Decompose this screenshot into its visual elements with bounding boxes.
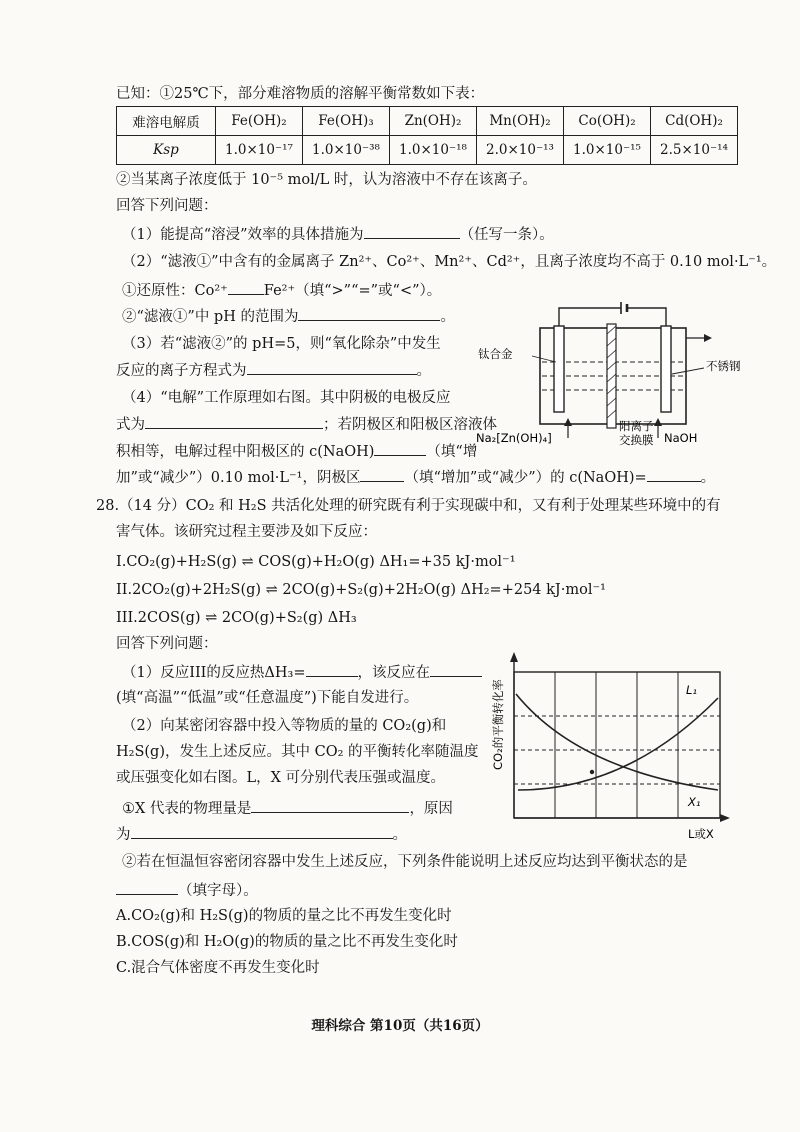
part-1-line2: (填“高温”“低温”或“任意温度”)下能自发进行。	[116, 690, 419, 706]
q4-text-3: 积相等，电解过程中阳极区的 c(NaOH)	[116, 444, 375, 460]
question-2-2	[122, 306, 455, 327]
curve-l1	[518, 698, 718, 790]
part-2-1-line2	[116, 824, 407, 845]
part-2-line1: （2）向某密闭容器中投入等物质的量的 CO₂(g)和	[122, 718, 447, 734]
question-3-line2	[116, 360, 431, 381]
p1-text-2: ，该反应在	[357, 665, 430, 681]
reaction-2: II.2CO₂(g)+2H₂S(g) ⇌ 2CO(g)+S₂(g)+2H₂O(g) ΔH₂=+254 kJ·mol⁻¹	[116, 582, 606, 598]
reaction-1: I.CO₂(g)+H₂S(g) ⇌ COS(g)+H₂O(g) ΔH₁=+35 kJ·mol⁻¹	[116, 554, 516, 570]
curve-x1	[516, 694, 718, 790]
q1-blank[interactable]	[364, 224, 460, 239]
q2-2-end: 。	[440, 309, 455, 325]
question-3-line1: （3）若“滤液②”的 pH=5，则“氧化除杂”中发生	[122, 336, 441, 352]
p2-1-text-2: ，原因	[409, 801, 453, 817]
left-electrode-label: 钛合金	[478, 347, 513, 361]
table-cell: 1.0×10⁻¹⁵	[564, 136, 651, 165]
membrane-label-1: 阳离子	[619, 419, 654, 433]
part-2-2-line1: ②若在恒温恒容密闭容器中发生上述反应，下列条件能说明上述反应均达到平衡状态的是	[122, 854, 688, 870]
p2-1-text: ①X 代表的物理量是	[122, 801, 252, 817]
left-feed-label: Na₂[Zn(OH)₄]	[476, 431, 552, 445]
table-cell: Zn(OH)₂	[390, 107, 477, 136]
q4-text-5: 加”或“减少”）0.10 mol·L⁻¹，阴极区	[116, 470, 361, 486]
ksp-table	[116, 106, 738, 165]
p2-1-blank-1[interactable]	[251, 798, 409, 813]
part-2-1-line1	[122, 798, 453, 819]
reaction-3: III.2COS(g) ⇌ 2CO(g)+S₂(g) ΔH₃	[116, 610, 357, 626]
question-2-1	[122, 280, 441, 301]
p1-text: （1）反应III的反应热ΔH₃=	[122, 665, 306, 681]
table-cell: Cd(OH)₂	[651, 107, 738, 136]
table-cell: 2.5×10⁻¹⁴	[651, 136, 738, 165]
q4-blank-3[interactable]	[360, 467, 404, 482]
table-cell: Co(OH)₂	[564, 107, 651, 136]
p1-blank-1[interactable]	[306, 662, 358, 677]
note-2: ②当某离子浓度低于 10⁻⁵ mol/L 时，认为溶液中不存在该离子。	[116, 172, 537, 188]
answer-prompt-2: 回答下列问题：	[116, 636, 218, 652]
part-1-line1	[122, 662, 482, 683]
q2-1-tail: Fe²⁺（填“>”“=”或“<”）。	[263, 283, 442, 299]
question-2: （2）“滤液①”中含有的金属离子 Zn²⁺、Co²⁺、Mn²⁺、Cd²⁺，且离子浓度均不高于 0.10 mol·L⁻¹。	[122, 254, 777, 270]
known-conditions: 已知：①25℃下，部分难溶物质的溶解平衡常数如下表：	[116, 86, 485, 102]
table-cell: Ksp	[117, 136, 216, 165]
question-28-line2: 害气体。该研究过程主要涉及如下反应：	[116, 524, 377, 540]
table-row	[117, 136, 738, 165]
page-footer: 理科综合 第10页（共16页）	[311, 1018, 489, 1034]
q4-blank-2[interactable]	[374, 441, 426, 456]
p2-1-blank-2[interactable]	[131, 824, 393, 839]
q2-1-text: ①还原性：Co²⁺	[122, 283, 228, 299]
question-28-line1: 28.（14 分）CO₂ 和 H₂S 共活化处理的研究既有利于实现碳中和，又有利于处理某些环境中的有	[96, 498, 721, 514]
table-cell: Fe(OH)₂	[216, 107, 303, 136]
part-2-line2: H₂S(g)，发生上述反应。其中 CO₂ 的平衡转化率随温度	[116, 744, 479, 760]
p2-1-text-3: 为	[116, 827, 131, 843]
p2-2-text: （填字母）。	[178, 883, 258, 899]
q4-blank-4[interactable]	[647, 467, 701, 482]
q1-text: （1）能提高“溶浸”效率的具体措施为	[122, 227, 364, 243]
p2-1-end: 。	[392, 827, 407, 843]
option-c: C.混合气体密度不再发生变化时	[116, 960, 320, 976]
option-a: A.CO₂(g)和 H₂S(g)的物质的量之比不再发生变化时	[116, 908, 452, 924]
p1-blank-2[interactable]	[430, 662, 482, 677]
conversion-rate-graph	[488, 650, 732, 846]
table-header-row	[117, 107, 738, 136]
q2-1-blank[interactable]	[228, 280, 264, 295]
q4-text-4: （填“增	[426, 444, 478, 460]
question-4-line1: （4）“电解”工作原理如右图。其中阴极的电极反应	[122, 390, 451, 406]
table-cell: Mn(OH)₂	[477, 107, 564, 136]
membrane-label-2: 交换膜	[619, 433, 654, 447]
q4-end: 。	[700, 470, 716, 486]
q4-blank-1[interactable]	[145, 414, 323, 429]
right-feed-label: NaOH	[664, 431, 698, 445]
q1-tail: （任写一条）。	[459, 227, 554, 243]
electrolysis-cell-diagram	[476, 292, 770, 452]
q4-text-6: （填“增加”或“减少”）的 c(NaOH)=	[404, 470, 647, 486]
right-electrode-label: 不锈钢	[706, 359, 741, 373]
curve-x-label: X₁	[688, 795, 701, 809]
part-2-line3: 或压强变化如右图。L，X 可分别代表压强或温度。	[116, 770, 446, 786]
table-cell: Fe(OH)₃	[303, 107, 390, 136]
q3-text: 反应的离子方程式为	[116, 363, 247, 379]
table-cell: 难溶电解质	[117, 107, 216, 136]
question-1	[122, 224, 554, 245]
table-cell: 1.0×10⁻¹⁷	[216, 136, 303, 165]
table-cell: 2.0×10⁻¹³	[477, 136, 564, 165]
q2-2-blank[interactable]	[298, 306, 440, 321]
part-2-2-line2	[116, 880, 258, 901]
q2-2-text: ②“滤液①”中 pH 的范围为	[122, 309, 299, 325]
question-4-line3	[116, 441, 477, 462]
table-cell: 1.0×10⁻¹⁸	[390, 136, 477, 165]
table-cell: 1.0×10⁻³⁸	[303, 136, 390, 165]
question-4-line4	[116, 467, 715, 488]
q3-blank[interactable]	[247, 360, 417, 375]
answer-prompt: 回答下列问题：	[116, 198, 218, 214]
q3-end: 。	[416, 363, 431, 379]
option-b: B.COS(g)和 H₂O(g)的物质的量之比不再发生变化时	[116, 934, 458, 950]
curve-l-label: L₁	[686, 683, 698, 697]
y-axis-label: CO₂的平衡转化率	[491, 679, 505, 770]
question-4-line2	[116, 414, 497, 435]
x-axis-label: L或X	[688, 827, 714, 841]
q4-text-2: ；若阴极区和阳极区溶液体	[323, 417, 497, 433]
q4-text: 式为	[116, 417, 145, 433]
p2-2-blank[interactable]	[116, 880, 178, 895]
